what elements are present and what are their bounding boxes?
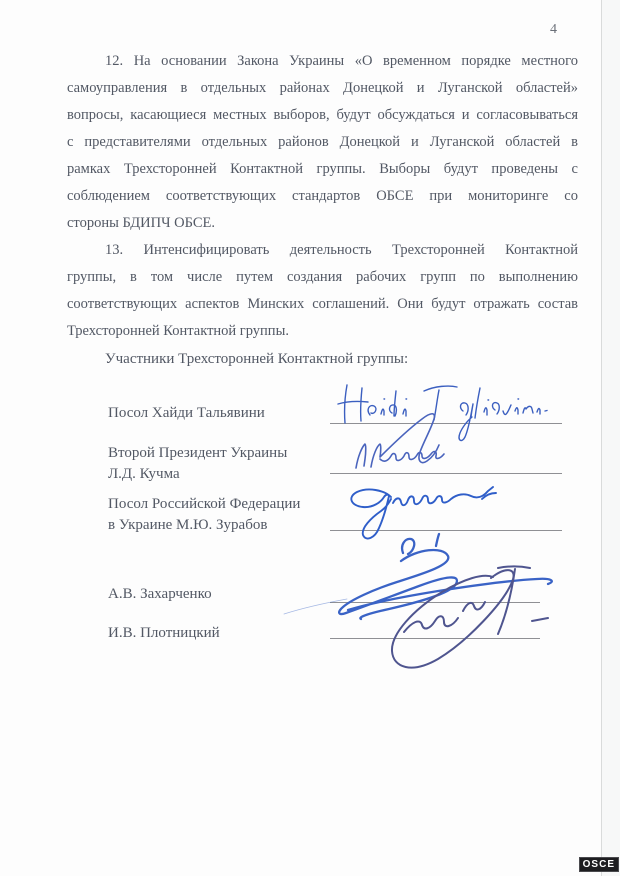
paragraph-12-line: самоуправления в отдельных районах Донецкой и Луганской областей» — [67, 80, 578, 96]
paragraph-12-line: рамках Трехсторонней Контактной группы. Выборы будут проведены с — [67, 161, 578, 177]
signature-line — [330, 423, 562, 424]
tagliavini-signature-ink — [338, 385, 547, 440]
signature-line — [330, 473, 562, 474]
signatory-label-plotnitsky — [108, 623, 220, 644]
paragraph-12-line: с представителями отдельных районов Донецкой и Луганской областей в — [67, 134, 578, 150]
paragraph-12-line: соблюдением соответствующих стандартов ОБСЕ при мониторинге со — [67, 188, 578, 204]
signature-line — [330, 602, 540, 603]
signature-line — [330, 530, 562, 531]
paragraph-13-line: соответствующих аспектов Минских соглашений. Они будут отражать состав — [67, 296, 578, 312]
signatory-name: И.В. Плотницкий — [108, 625, 220, 641]
signatory-title: Посол Российской Федерации — [108, 496, 301, 512]
paragraph-13-line: Трехсторонней Контактной группы. — [67, 323, 289, 339]
signatory-name: в Украине М.Ю. Зурабов — [108, 517, 268, 533]
plotnitsky-signature-ink — [392, 567, 548, 668]
paragraph-12-line: 12. На основании Закона Украины «О временном порядке местного — [105, 53, 578, 69]
paragraph-12-line: стороны БДИПЧ ОБСЕ. — [67, 215, 215, 231]
document-body — [67, 48, 578, 345]
paragraph-13-line: 13. Интенсифицировать деятельность Трехсторонней Контактной — [105, 242, 578, 258]
osce-watermark: OSCE — [579, 857, 619, 872]
signatory-label-zakharchenko — [108, 584, 212, 605]
signature-line — [330, 638, 540, 639]
page-number: 4 — [550, 22, 557, 37]
scan-edge-line — [601, 0, 602, 876]
paragraph-12-line: вопросы, касающиеся местных выборов, будут обсуждаться и согласовываться — [67, 107, 578, 123]
signatory-title: Второй Президент Украины — [108, 445, 288, 461]
paragraph-13-line: группы, в том числе путем создания рабочих групп по выполнению — [67, 269, 578, 285]
signatory-name: А.В. Захарченко — [108, 586, 212, 602]
signatory-label-zurabov — [108, 494, 300, 536]
zakharchenko-signature-ink — [339, 534, 552, 619]
signatory-label-tagliavini — [108, 403, 265, 424]
participants-heading: Участники Трехсторонней Контактной группы: — [105, 351, 409, 367]
scan-edge-strip — [602, 0, 620, 876]
signatory-name: Л.Д. Кучма — [108, 466, 180, 482]
signatory-label-kuchma — [108, 443, 287, 485]
kuchma-signature-ink — [356, 414, 444, 468]
signatory-name: Посол Хайди Тальявини — [108, 405, 265, 421]
